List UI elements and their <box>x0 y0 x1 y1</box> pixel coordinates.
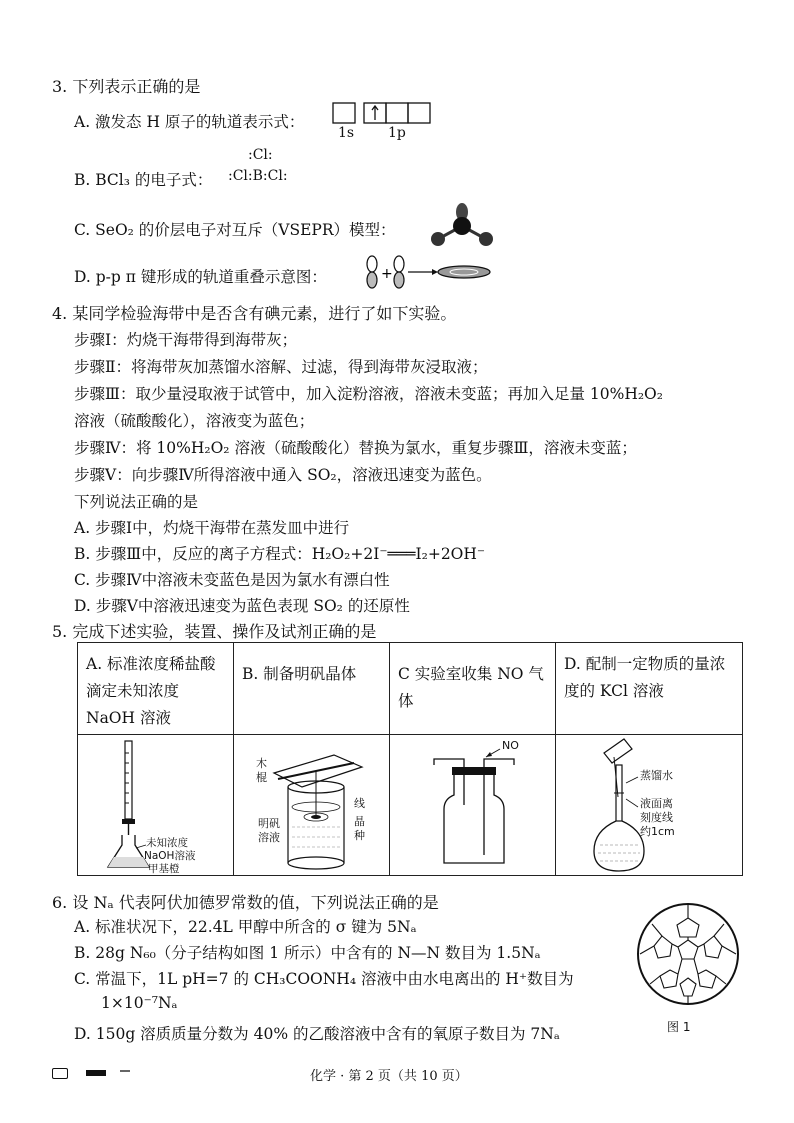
q4-ask: 下列说法正确的是 <box>74 493 199 511</box>
q4-step3b: 溶液（硫酸酸化），溶液变为蓝色； <box>74 412 315 430</box>
q3-option-a: A. 激发态 H 原子的轨道表示式： <box>74 113 305 131</box>
cell-d-head: D. 配制一定物质的量浓度的 KCl 溶液 <box>556 643 743 735</box>
q5-stem: 5. 完成下述实验，装置、操作及试剂正确的是 <box>52 622 377 641</box>
q4-step2: 步骤Ⅱ：将海带灰加蒸馏水溶解、过滤，得到海带灰浸取液； <box>74 358 488 376</box>
q4-step5: 步骤Ⅴ：向步骤Ⅳ所得溶液中通入 SO₂，溶液迅速变为蓝色。 <box>74 466 492 484</box>
footer-box-icon <box>52 1068 68 1079</box>
cell-c-head: C 实验室收集 NO 气体 <box>390 643 556 735</box>
q3-option-c: C. SeO₂ 的价层电子对互斥（VSEPR）模型： <box>74 221 396 239</box>
figure-1-caption: 图 1 <box>667 1020 691 1034</box>
q3-stem: 3. 下列表示正确的是 <box>52 77 201 96</box>
q4-option-b: B. 步骤Ⅲ中，反应的离子方程式：H₂O₂+2I⁻═══I₂+2OH⁻ <box>74 545 486 563</box>
cell-c-figure: NO <box>390 735 556 876</box>
q4-step3a: 步骤Ⅲ：取少量浸取液于试管中，加入淀粉溶液，溶液未变蓝；再加入足量 10%H₂O₂ <box>74 385 663 403</box>
q4-step4: 步骤Ⅳ：将 10%H₂O₂ 溶液（硫酸酸化）替换为氯水，重复步骤Ⅲ，溶液未变蓝； <box>74 439 637 457</box>
q4-option-c: C. 步骤Ⅳ中溶液未变蓝色是因为氯水有漂白性 <box>74 571 390 589</box>
q4-option-d: D. 步骤Ⅴ中溶液迅速变为蓝色表现 SO₂ 的还原性 <box>74 597 410 615</box>
q4-option-a: A. 步骤Ⅰ中，灼烧干海带在蒸发皿中进行 <box>74 519 350 537</box>
bcl3-formula-top: :Cl: <box>248 147 273 163</box>
q4-stem: 4. 某同学检验海带中是否含有碘元素，进行了如下实验。 <box>52 304 457 323</box>
q6-option-c-line2: 1×10⁻⁷Nₐ <box>101 994 178 1012</box>
q3-option-b: B. BCl₃ 的电子式： <box>74 171 213 189</box>
pi-bond-overlap-icon <box>364 254 494 290</box>
svg-text:+: + <box>381 266 393 282</box>
cell-a-figure: 未知浓度 NaOH溶液 甲基橙 <box>78 735 234 876</box>
cell-d-figure: 蒸馏水 液面离 刻度线 约1cm <box>556 735 743 876</box>
footer-dash-icon <box>120 1070 130 1072</box>
experiment-table <box>77 642 743 876</box>
n60-structure-icon <box>636 898 740 1020</box>
label-1p: 1p <box>388 125 406 141</box>
crystal-growth-apparatus-icon <box>234 735 389 875</box>
vsepr-model-icon <box>426 200 498 250</box>
q6-option-d: D. 150g 溶质质量分数为 40% 的乙酸溶液中含有的氧原子数目为 7Nₐ <box>74 1025 560 1043</box>
q6-option-b: B. 28g N₆₀（分子结构如图 1 所示）中含有的 N—N 数目为 1.5Nₐ <box>74 944 541 962</box>
q3-option-d: D. p-p π 键形成的轨道重叠示意图： <box>74 268 327 286</box>
q6-stem: 6. 设 Nₐ 代表阿伏加德罗常数的值，下列说法正确的是 <box>52 893 439 912</box>
cell-b-head: B. 制备明矾晶体 <box>234 643 390 735</box>
q6-option-c-line1: C. 常温下，1L pH=7 的 CH₃COONH₄ 溶液中由水电离出的 H⁺数目为 <box>74 970 574 988</box>
bcl3-formula-mid: :Cl:B:Cl: <box>228 168 288 184</box>
page-number: 化学 · 第 2 页（共 10 页） <box>310 1069 468 1084</box>
gas-collection-bottle-icon <box>390 735 555 875</box>
label-1s: 1s <box>338 125 355 141</box>
footer-bar-icon <box>86 1070 106 1076</box>
q4-step1: 步骤Ⅰ：灼烧干海带得到海带灰； <box>74 331 298 349</box>
cell-a-head: A. 标准浓度稀盐酸滴定未知浓度 NaOH 溶液 <box>78 643 234 735</box>
q6-option-a: A. 标准状况下，22.4L 甲醇中所含的 σ 键为 5Nₐ <box>74 918 417 936</box>
cell-b-figure: 木 棍 线 晶 种 明矾 溶液 <box>234 735 390 876</box>
